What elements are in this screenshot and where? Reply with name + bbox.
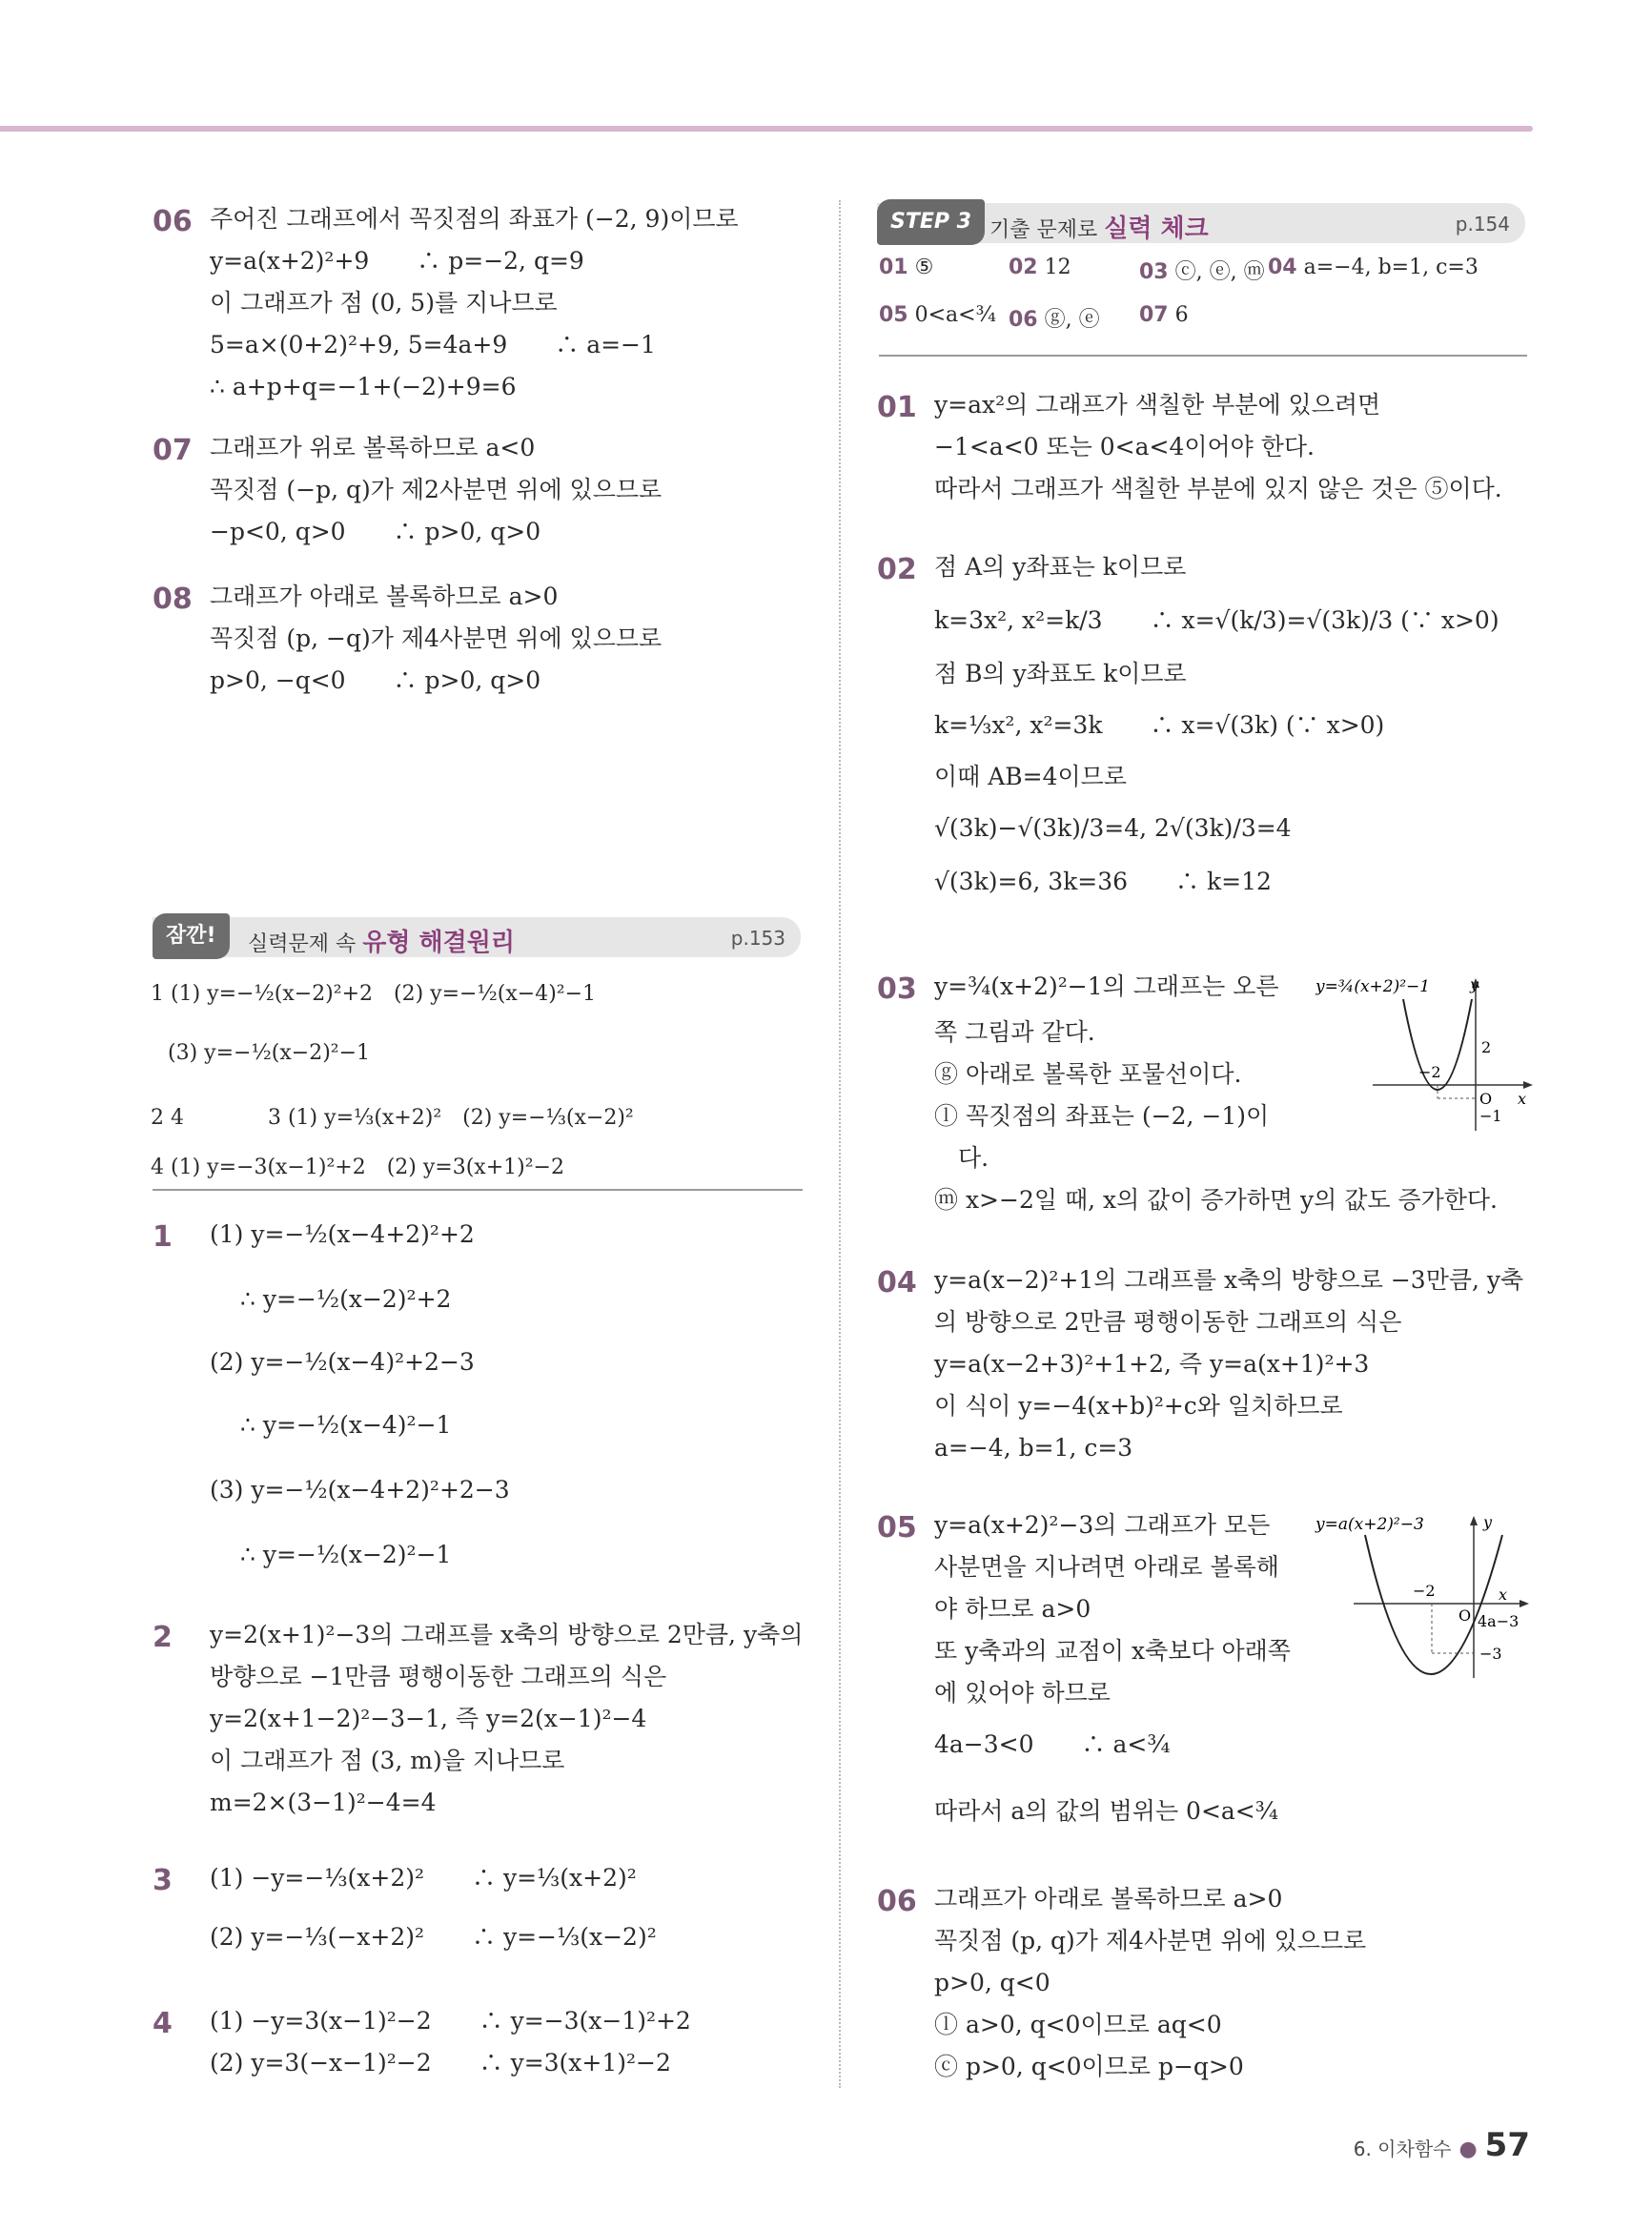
x-axis-arrow xyxy=(1519,1600,1529,1607)
solution-line: p>0, −q<0 ∴ p>0, q>0 xyxy=(210,666,541,694)
problem-number: 06 xyxy=(153,205,193,238)
tip-answer-line: 4 (1) y=−3(x−1)²+2 (2) y=3(x+1)²−2 xyxy=(151,1156,564,1179)
tick-label: 2 xyxy=(1481,1038,1492,1056)
quick-answer: 06 ⓖ, ⓔ xyxy=(1009,308,1100,332)
solution-line: 다. xyxy=(934,1144,989,1172)
problem-number: 04 xyxy=(877,1266,917,1299)
tip-title: 실력문제 속 유형 해결원리 xyxy=(248,929,515,957)
solution-line: ∴ y=−½(x−2)²+2 xyxy=(240,1285,452,1313)
solution-line: k=⅓x², x²=3k ∴ x=√(3k) (∵ x>0) xyxy=(934,711,1385,739)
solution-line: ∴ y=−½(x−4)²−1 xyxy=(240,1411,452,1439)
solution-line: 주어진 그래프에서 꼭짓점의 좌표가 (−2, 9)이므로 xyxy=(210,205,739,233)
column-divider xyxy=(839,200,841,2088)
tick-label: −1 xyxy=(1479,1107,1502,1125)
solution-line: y=a(x+2)²−3의 그래프가 모든 xyxy=(934,1511,1271,1539)
solution-line: y=a(x−2+3)²+1+2, 즉 y=a(x+1)²+3 xyxy=(934,1350,1370,1378)
solution-line: −p<0, q>0 ∴ p>0, q>0 xyxy=(210,518,541,545)
solution-line: k=3x², x²=k/3 ∴ x=√(k/3)=√(3k)/3 (∵ x>0) xyxy=(934,606,1499,634)
tip-section-header xyxy=(153,917,801,957)
step-title: 기출 문제로 실력 체크 xyxy=(989,215,1209,243)
solution-line: 의 방향으로 2만큼 평행이동한 그래프의 식은 xyxy=(934,1308,1402,1336)
x-label: x xyxy=(1518,1090,1527,1108)
problem-number: 3 xyxy=(153,1864,173,1897)
solution-line: (2) y=−½(x−4)²+2−3 xyxy=(210,1348,475,1376)
x-axis-arrow xyxy=(1523,1081,1533,1089)
solution-line: p>0, q<0 xyxy=(934,1969,1050,1996)
solution-line: ⓛ a>0, q<0이므로 aq<0 xyxy=(934,2011,1222,2038)
tip-tag: 잠깐! xyxy=(153,913,230,959)
solution-line: 점 B의 y좌표도 k이므로 xyxy=(934,660,1187,687)
solution-line: ⓒ p>0, q<0이므로 p−q>0 xyxy=(934,2053,1244,2080)
page-number: 57 xyxy=(1484,2126,1530,2164)
solution-line: 그래프가 위로 볼록하므로 a<0 xyxy=(210,434,536,461)
solution-line: 따라서 그래프가 색칠한 부분에 있지 않은 것은 ⑤이다. xyxy=(934,475,1502,502)
tick-label: −2 xyxy=(1413,1582,1436,1600)
x-label: x xyxy=(1499,1586,1508,1604)
solution-line: √(3k)=6, 3k=36 ∴ k=12 xyxy=(934,868,1272,895)
solution-line: 이 식이 y=−4(x+b)²+c와 일치하므로 xyxy=(934,1392,1343,1420)
y-label: y xyxy=(1483,1513,1493,1531)
solution-line: −1<a<0 또는 0<a<4이어야 한다. xyxy=(934,433,1315,460)
bullet-icon: ● xyxy=(1458,2138,1478,2161)
problem-number: 06 xyxy=(877,1885,917,1918)
solution-line: 이때 AB=4이므로 xyxy=(934,763,1127,790)
solution-line: (1) −y=3(x−1)²−2 ∴ y=−3(x−1)²+2 xyxy=(210,2007,691,2035)
problem-number: 4 xyxy=(153,2007,173,2040)
solution-line: 또 y축과의 교점이 x축보다 아래쪽 xyxy=(934,1637,1291,1665)
problem-number: 03 xyxy=(877,972,917,1006)
graph-equation: y=a(x+2)²−3 xyxy=(1315,1515,1424,1534)
solution-line: y=2(x+1−2)²−3−1, 즉 y=2(x−1)²−4 xyxy=(210,1705,647,1732)
solution-line: a=−4, b=1, c=3 xyxy=(934,1434,1133,1462)
tick-label: 4a−3 xyxy=(1478,1612,1519,1630)
tip-answer-line: (3) y=−½(x−2)²−1 xyxy=(168,1041,371,1065)
solution-line: ⓖ 아래로 볼록한 포물선이다. xyxy=(934,1060,1242,1088)
y-label: y xyxy=(1470,975,1479,993)
solution-line: ⓛ 꼭짓점의 좌표는 (−2, −1)이 xyxy=(934,1102,1270,1130)
solution-line: 점 A의 y좌표는 k이므로 xyxy=(934,553,1187,581)
solution-line: y=2(x+1)²−3의 그래프를 x축의 방향으로 2만큼, y축의 xyxy=(210,1621,804,1648)
tick-label: −2 xyxy=(1418,1063,1441,1081)
solution-line: 꼭짓점 (p, −q)가 제4사분면 위에 있으므로 xyxy=(210,624,663,652)
parabola-graph-05 xyxy=(1306,1508,1535,1689)
origin-label: O xyxy=(1458,1606,1472,1625)
problem-number: 05 xyxy=(877,1511,917,1545)
solution-line: 그래프가 아래로 볼록하므로 a>0 xyxy=(934,1885,1283,1913)
quick-answer: 01 ⑤ xyxy=(879,256,934,279)
solution-line: (2) y=3(−x−1)²−2 ∴ y=3(x+1)²−2 xyxy=(210,2049,671,2077)
solution-line: y=¾(x+2)²−1의 그래프는 오른 xyxy=(934,972,1279,1000)
solution-line: 에 있어야 하므로 xyxy=(934,1679,1111,1707)
solution-line: 5=a×(0+2)²+9, 5=4a+9 ∴ a=−1 xyxy=(210,331,656,358)
tick-label: −3 xyxy=(1479,1645,1502,1663)
solution-line: y=a(x−2)²+1의 그래프를 x축의 방향으로 −3만큼, y축 xyxy=(934,1266,1524,1294)
solution-line: (2) y=−⅓(−x+2)² ∴ y=−⅓(x−2)² xyxy=(210,1923,657,1951)
step-tag: STEP 3 xyxy=(877,199,985,245)
tip-answer-line: 1 (1) y=−½(x−2)²+2 (2) y=−½(x−4)²−1 xyxy=(151,982,597,1006)
graph-equation: y=¾(x+2)²−1 xyxy=(1315,977,1431,996)
solution-line: 따라서 a의 값의 범위는 0<a<¾ xyxy=(934,1797,1278,1825)
page-footer xyxy=(1354,2126,1530,2164)
origin-label: O xyxy=(1479,1090,1493,1108)
solution-line: ∴ y=−½(x−2)²−1 xyxy=(240,1541,452,1568)
problem-number: 08 xyxy=(153,583,193,616)
solution-line: 사분면을 지나려면 아래로 볼록해 xyxy=(934,1553,1279,1581)
solution-line: 그래프가 아래로 볼록하므로 a>0 xyxy=(210,583,559,610)
solution-line: m=2×(3−1)²−4=4 xyxy=(210,1789,437,1816)
solution-line: (1) −y=−⅓(x+2)² ∴ y=⅓(x+2)² xyxy=(210,1864,637,1892)
step3-section-header xyxy=(877,203,1525,243)
quick-answer: 02 12 xyxy=(1009,256,1071,279)
solution-line: y=ax²의 그래프가 색칠한 부분에 있으려면 xyxy=(934,391,1381,419)
solution-line: (3) y=−½(x−4+2)²+2−3 xyxy=(210,1476,510,1504)
solution-line: 쪽 그림과 같다. xyxy=(934,1018,1095,1046)
solution-line: 방향으로 −1만큼 평행이동한 그래프의 식은 xyxy=(210,1663,667,1690)
solution-line: ⓜ x>−2일 때, x의 값이 증가하면 y의 값도 증가한다. xyxy=(934,1186,1498,1214)
solution-line: 꼭짓점 (p, q)가 제4사분면 위에 있으므로 xyxy=(934,1927,1367,1954)
problem-number: 1 xyxy=(153,1220,173,1254)
solution-line: 이 그래프가 점 (3, m)을 지나므로 xyxy=(210,1747,565,1774)
problem-number: 07 xyxy=(153,434,193,467)
solution-line: (1) y=−½(x−4+2)²+2 xyxy=(210,1220,475,1248)
solution-line: ∴ a+p+q=−1+(−2)+9=6 xyxy=(210,373,517,400)
quick-answer: 05 0<a<¾ xyxy=(879,303,996,327)
problem-number: 01 xyxy=(877,391,917,424)
divider xyxy=(879,355,1527,357)
tip-page-ref: p.153 xyxy=(730,927,785,950)
solution-line: 꼭짓점 (−p, q)가 제2사분면 위에 있으므로 xyxy=(210,476,663,503)
step-page-ref: p.154 xyxy=(1455,213,1510,235)
parabola-graph-03 xyxy=(1315,971,1535,1152)
solution-line: 4a−3<0 ∴ a<¾ xyxy=(934,1730,1171,1758)
problem-number: 02 xyxy=(877,553,917,586)
solution-line: √(3k)−√(3k)/3=4, 2√(3k)/3=4 xyxy=(934,814,1292,842)
quick-answer: 04 a=−4, b=1, c=3 xyxy=(1268,256,1479,279)
tip-answer-line: 2 4 3 (1) y=⅓(x+2)² (2) y=−⅓(x−2)² xyxy=(151,1106,634,1130)
solution-line: 야 하므로 a>0 xyxy=(934,1595,1091,1623)
chapter-title: 6. 이차함수 xyxy=(1353,2138,1452,2160)
problem-number: 2 xyxy=(153,1621,173,1654)
solution-line: 이 그래프가 점 (0, 5)를 지나므로 xyxy=(210,289,558,317)
quick-answer: 07 6 xyxy=(1139,303,1189,327)
divider xyxy=(153,1189,803,1191)
y-axis-arrow xyxy=(1470,1516,1478,1525)
top-rule xyxy=(0,126,1533,132)
quick-answer: 03 ⓒ, ⓔ, ⓜ xyxy=(1139,260,1265,284)
solution-line: y=a(x+2)²+9 ∴ p=−2, q=9 xyxy=(210,247,584,275)
